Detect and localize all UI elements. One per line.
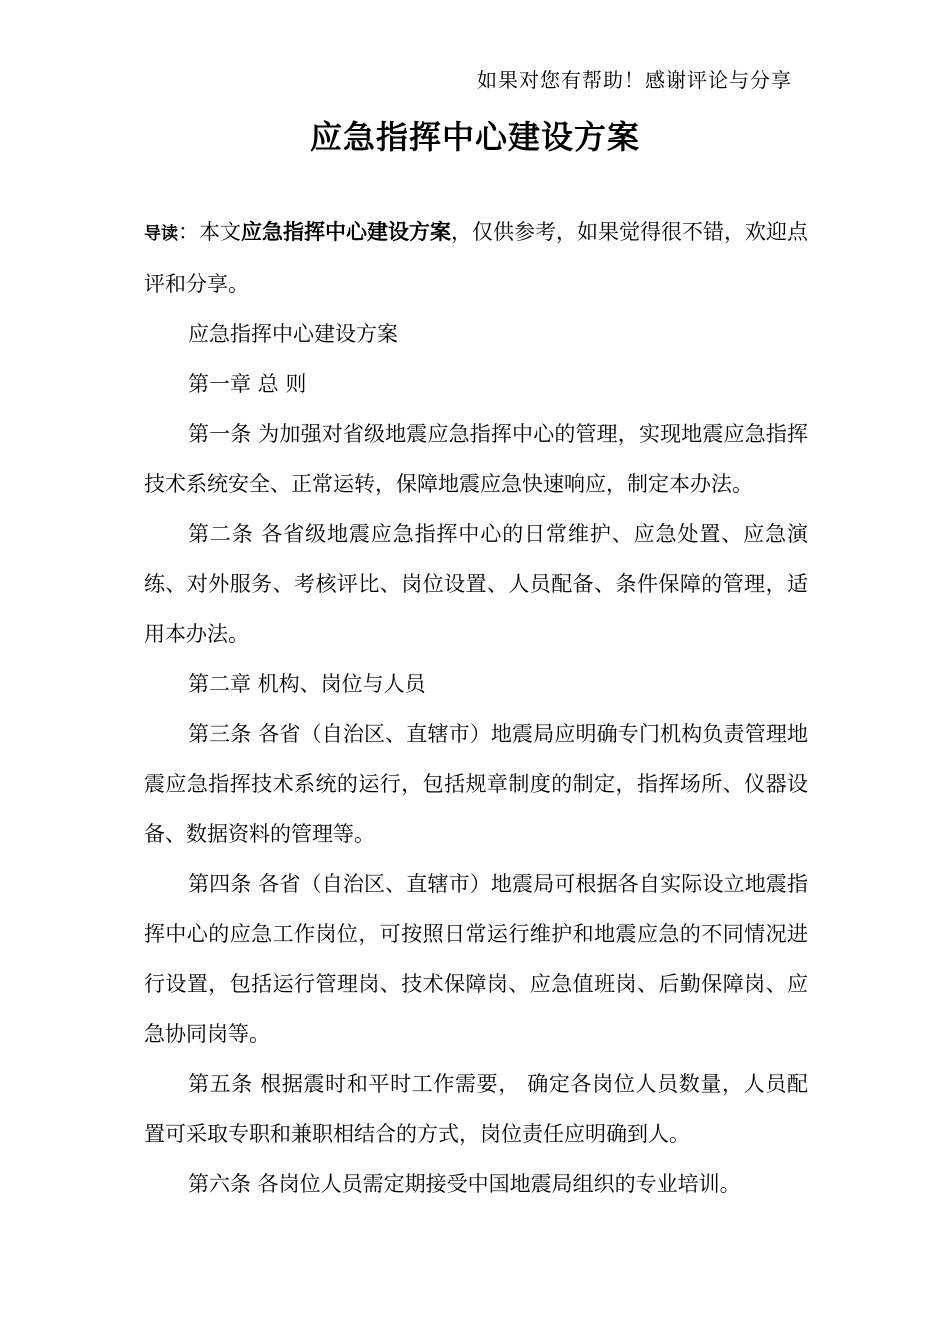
lead-label: 导读 xyxy=(144,224,178,244)
lead-rest: ，仅供参考，如果觉得很不错，欢迎点评和分享。 xyxy=(144,220,808,296)
article-6: 第六条 各岗位人员需定期接受中国地震局组织的专业培训。 xyxy=(188,1172,741,1196)
lead-paragraph xyxy=(144,207,808,309)
document-body xyxy=(144,207,808,1209)
paragraph-heading: 应急指挥中心建设方案 xyxy=(188,322,398,346)
document-title: 应急指挥中心建设方案 xyxy=(309,118,640,156)
article-3: 第三条 各省（自治区、直辖市）地震局应明确专门机构负责管理地震应急指挥技术系统的运行，包括规章制度的制定，指挥场所、仪器设备、数据资料的管理等。 xyxy=(144,722,808,846)
lead-title-reference: 应急指挥中心建设方案 xyxy=(241,220,451,244)
header-note: 如果对您有帮助！感谢评论与分享 xyxy=(477,68,792,92)
chapter-heading-1: 第一章 总 则 xyxy=(188,372,307,396)
chapter-heading-2: 第二章 机构、岗位与人员 xyxy=(188,672,426,696)
article-2: 第二条 各省级地震应急指挥中心的日常维护、应急处置、应急演练、对外服务、考核评比、岗位设置、人员配备、条件保障的管理，适用本办法。 xyxy=(144,522,808,646)
lead-separator: ：本文 xyxy=(178,220,241,244)
article-1: 第一条 为加强对省级地震应急指挥中心的管理，实现地震应急指挥技术系统安全、正常运转，保障地震应急快速响应，制定本办法。 xyxy=(144,422,808,496)
article-4: 第四条 各省（自治区、直辖市）地震局可根据各自实际设立地震指挥中心的应急工作岗位，可按照日常运行维护和地震应急的不同情况进行设置，包括运行管理岗、技术保障岗、应急值班岗、后勤保障岗、应急协同岗等。 xyxy=(144,872,808,1046)
article-5: 第五条 根据震时和平时工作需要， 确定各岗位人员数量，人员配置可采取专职和兼职相结合的方式，岗位责任应明确到人。 xyxy=(144,1072,808,1146)
